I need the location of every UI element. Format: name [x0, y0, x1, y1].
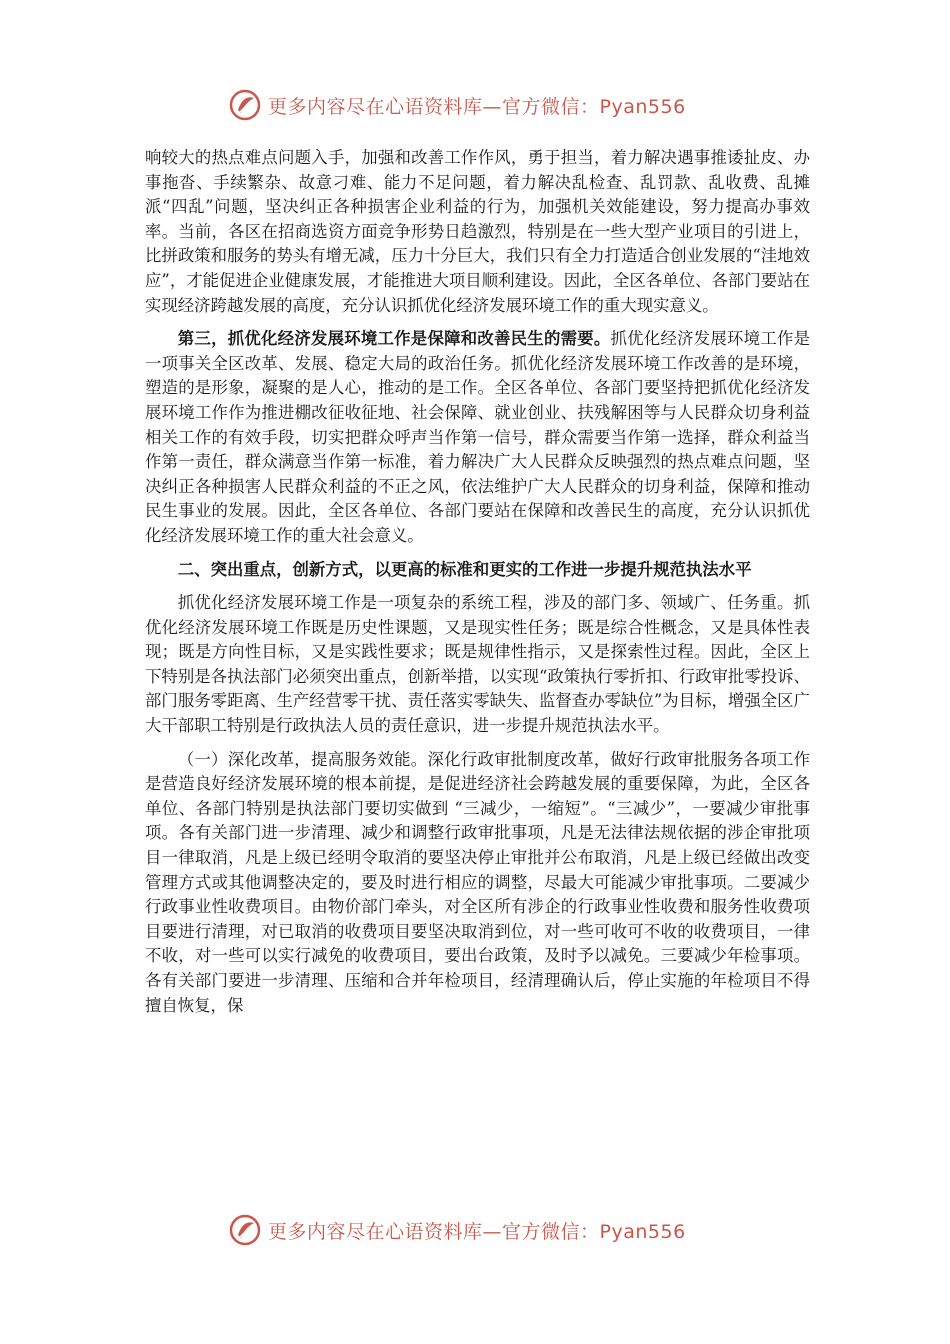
footer-banner-text: 更多内容尽在心语资料库—官方微信：Pyan556 [268, 1220, 686, 1243]
footer-watermark-banner [228, 1213, 748, 1247]
document-body [145, 146, 810, 1027]
logo-icon [228, 1213, 262, 1247]
paragraph-2-body: 抓优化经济发展环境工作是一项事关全区改革、发展、稳定大局的政治任务。抓优化经济发展环境工作改善的是环境，塑造的是形象，凝聚的是人心，推动的是工作。全区各单位、各部门要坚持把抓优化经济发展环境工作作为推进棚改征收征地、社会保障、就业创业、扶残解困等与人民群众切身利益相关工作的有效手段，切实把群众呼声当作第一信号，群众需要当作第一选择，群众利益当作第一责任，群众满意当作第一标准，着力解决广大人民群众反映强烈的热点难点问题，坚决纠正各种损害人民群众利益的不正之风，依法维护广大人民群众的切身利益，保障和推动民生事业的发展。因此，全区各单位、各部门要站在保障和改善民生的高度，充分认识抓优化经济发展环境工作的重大社会意义。 [145, 329, 811, 545]
paragraph-3: 抓优化经济发展环境工作是一项复杂的系统工程，涉及的部门多、领域广、任务重。抓优化经济发展环境工作既是历史性课题，又是现实性任务；既是综合性概念，又是具体性表现；既是方向性目标，又是实践性要求；既是规律性指示，又是探索性过程。因此，全区上下特别是各执法部门必须突出重点，创新举措，以实现“政策执行零折扣、行政审批零投诉、部门服务零距离、生产经营零干扰、责任落实零缺失、监督查办零缺位”为目标，增强全区广大干部职工特别是行政执法人员的责任意识，进一步提升规范执法水平。 [145, 593, 810, 736]
logo-icon [228, 88, 262, 122]
section-heading-2: 二、突出重点，创新方式，以更高的标准和更实的工作进一步提升规范执法水平 [177, 559, 752, 579]
paragraph-2-lead: 第三，抓优化经济发展环境工作是保障和改善民生的需要。 [177, 329, 611, 349]
header-banner-text: 更多内容尽在心语资料库—官方微信：Pyan556 [268, 95, 686, 118]
paragraph-1: 响较大的热点难点问题入手，加强和改善工作作风，勇于担当，着力解决遇事推诿扯皮、办事拖沓、手续繁杂、故意刁难、能力不足问题，着力解决乱检查、乱罚款、乱收费、乱摊派“四乱”问题，坚决纠正各种损害企业利益的行为，加强机关效能建设，努力提高办事效率。当前，各区在招商选资方面竞争形势日趋激烈，特别是在一些大型产业项目的引进上，比拼政策和服务的势头有增无减，压力十分巨大，我们只有全力打造适合创业发展的“洼地效应”，才能促进企业健康发展，才能推进大项目顺利建设。因此，全区各单位、各部门要站在实现经济跨越发展的高度，充分认识抓优化经济发展环境工作的重大现实意义。 [145, 148, 810, 315]
paragraph-4: （一）深化改革，提高服务效能。深化行政审批制度改革，做好行政审批服务各项工作是营造良好经济发展环境的根本前提，是促进经济社会跨越发展的重要保障，为此，全区各单位、各部门特别是执法部门要切实做到 “三减少，一缩短”。“三减少”，一要减少审批事项。各有关部门进一步清理、减少和调整行政审批事项，凡是无法律法规依据的涉企审批项目一律取消，凡是上级已经明令取消的要坚决停止审批并公布取消，凡是上级已经做出改变管理方式或其他调整决定的，要及时进行相应的调整，尽最大可能减少审批事项。二要减少行政事业性收费项目。由物价部门牵头，对全区所有涉企的行政事业性收费和服务性收费项目要进行清理，对已取消的收费项目要坚决取消到位，对一些可收可不收的收费项目，一律不收，对一些可以实行减免的收费项目，要出台政策，及时予以减免。三要减少年检事项。各有关部门要进一步清理、压缩和合并年检项目，经清理确认后，停止实施的年检项目不得擅自恢复，保 [145, 749, 810, 1015]
paragraph-2 [145, 327, 810, 548]
header-watermark-banner [228, 88, 748, 122]
